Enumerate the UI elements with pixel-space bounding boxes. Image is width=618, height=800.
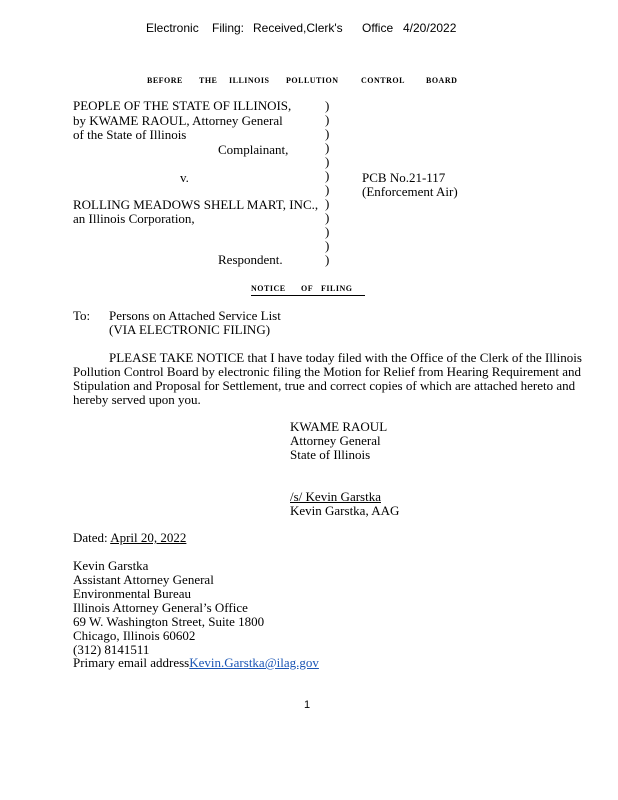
to-label: To: — [73, 308, 91, 323]
signatory-state: State of Illinois — [290, 447, 371, 462]
signatory-title: Attorney General — [290, 433, 381, 448]
contact-phone: (312) 8141511 — [73, 642, 150, 657]
case-number: PCB No.21-117 — [362, 170, 446, 185]
caption-word: BEFORE — [147, 76, 183, 85]
caption-word: POLLUTION — [286, 76, 339, 85]
contact-bureau: Environmental Bureau — [73, 586, 192, 601]
caption-paren: ) — [325, 98, 330, 113]
paragraph-line: PLEASE TAKE NOTICE that I have today filed with the Office of the Clerk of the Illinois — [109, 350, 582, 365]
paragraph-line: Pollution Control Board by electronic filing the Motion for Relief from Hearing Requirement and — [73, 364, 581, 379]
header-date: 4/20/2022 — [403, 21, 457, 35]
case-type: (Enforcement Air) — [362, 184, 458, 199]
signatory-name: KWAME RAOUL — [290, 419, 388, 434]
caption-paren: ) — [325, 210, 330, 225]
dated-text — [73, 531, 186, 545]
caption-paren: ) — [325, 112, 330, 127]
plaintiff-line: of the State of Illinois — [73, 127, 187, 142]
to-line: (VIA ELECTRONIC FILING) — [109, 322, 271, 337]
contact-office: Illinois Attorney General’s Office — [73, 600, 248, 615]
email-label: Primary email address — [73, 655, 190, 670]
signer-name: Kevin Garstka, AAG — [290, 503, 400, 518]
caption-paren: ) — [325, 196, 330, 211]
contact-city: Chicago, Illinois 60602 — [73, 628, 196, 643]
contact-street: 69 W. Washington Street, Suite 1800 — [73, 614, 265, 629]
caption-paren: ) — [325, 126, 330, 141]
caption-paren: ) — [325, 238, 330, 253]
email-link[interactable]: Kevin.Garstka@ilag.gov — [189, 655, 319, 670]
electronic-signature: /s/ Kevin Garstka — [290, 489, 381, 504]
caption-paren: ) — [325, 168, 330, 183]
caption-paren: ) — [325, 252, 330, 267]
header-filing: Filing: — [212, 21, 245, 35]
caption-word: BOARD — [426, 76, 458, 85]
header-received: Received,Clerk's — [253, 21, 343, 35]
paragraph-line: hereby served upon you. — [73, 392, 201, 407]
notice-title-word: NOTICE — [251, 284, 286, 293]
notice-title-word: FILING — [321, 284, 353, 293]
header-electronic: Electronic — [146, 21, 199, 35]
respondent-label: Respondent. — [218, 252, 283, 267]
contact-title: Assistant Attorney General — [73, 572, 214, 587]
caption-paren: ) — [325, 154, 330, 169]
to-line: Persons on Attached Service List — [109, 308, 281, 323]
versus-label: v. — [180, 170, 189, 185]
complainant-label: Complainant, — [218, 142, 289, 157]
dated-date: April 20, 2022 — [110, 530, 187, 545]
contact-name: Kevin Garstka — [73, 558, 149, 573]
plaintiff-line: by KWAME RAOUL, Attorney General — [73, 113, 283, 128]
page-number: 1 — [304, 699, 311, 711]
caption-paren: ) — [325, 140, 330, 155]
notice-title — [251, 284, 365, 296]
contact-email-line — [73, 656, 319, 670]
paragraph-line: Stipulation and Proposal for Settlement, true and correct copies of which are attached hereto and — [73, 378, 576, 393]
dated-label: Dated: — [73, 530, 111, 545]
defendant-line: ROLLING MEADOWS SHELL MART, INC., — [73, 197, 319, 212]
caption-paren: ) — [325, 182, 330, 197]
caption-word: THE — [199, 76, 218, 85]
notice-title-word: OF — [301, 284, 314, 293]
defendant-line: an Illinois Corporation, — [73, 211, 195, 226]
caption-word: CONTROL — [361, 76, 405, 85]
plaintiff-line: PEOPLE OF THE STATE OF ILLINOIS, — [73, 98, 292, 113]
caption-word: ILLINOIS — [229, 76, 270, 85]
caption-paren: ) — [325, 224, 330, 239]
header-office: Office — [362, 21, 394, 35]
